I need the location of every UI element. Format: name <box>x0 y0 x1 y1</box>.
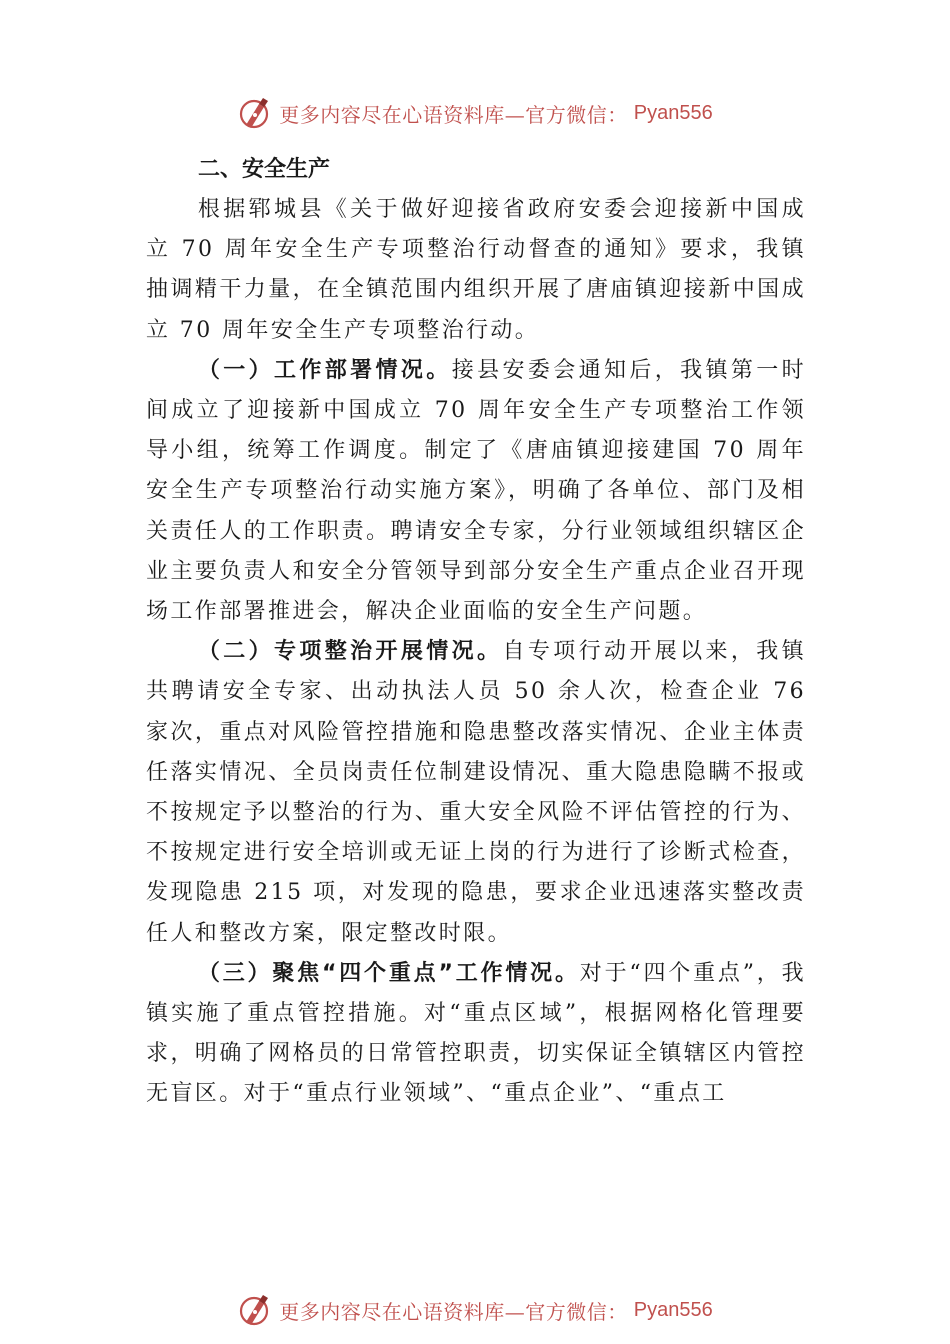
subsection-body: 接县安委会通知后，我镇第一时间成立了迎接新中国成立 70 周年安全生产专项整治工作领导小组，统筹工作调度。制定了《唐庙镇迎接建国 70 周年安全生产专项整治行动实施方案》，明确了各单位、部门及相关责任人的工作职责。聘请安全专家，分行业领域组织辖区企业主要负责人和安全分管领导到部分安全生产重点企业召开现场工作部署推进会，解决企业面临的安全生产问题。 <box>146 357 806 625</box>
intro-paragraph: 根据郓城县《关于做好迎接省政府安委会迎接新中国成立 70 周年安全生产专项整治行动督查的通知》要求，我镇抽调精干力量，在全镇范围内组织开展了唐庙镇迎接新中国成立 70 周年安全生产专项整治行动。 <box>146 197 806 343</box>
pen-logo-icon <box>237 95 273 131</box>
subsection-body: 自专项行动开展以来，我镇共聘请安全专家、出动执法人员 50 余人次，检查企业 76 家次，重点对风险管控措施和隐患整改落实情况、企业主体责任落实情况、全员岗责任位制建设情况、重大隐患隐瞒不报或不按规定予以整治的行为、重大安全风险不评估管控的行为、不按规定进行安全培训或无证上岗的行为进行了诊断式检查，发现隐患 215 项，对发现的隐患，要求企业迅速落实整改责任人和整改方案，限定整改时限。 <box>146 639 806 946</box>
watermark-footer <box>0 1290 950 1330</box>
subsection-lead: （一）工作部署情况。 <box>197 357 452 383</box>
subsection-lead: （三）聚焦“四个重点”工作情况。 <box>197 960 580 986</box>
subsection-paragraph <box>146 351 806 632</box>
subsection-paragraph <box>146 954 806 1115</box>
section-heading: 二、安全生产 <box>198 157 331 182</box>
subsection-lead: （二）专项整治开展情况。 <box>197 639 503 665</box>
subsection-body: 对于“四个重点”，我镇实施了重点管控措施。对“重点区域”，根据网格化管理要求，明确了网格员的日常管控职责，切实保证全镇辖区内管控无盲区。对于“重点行业领域”、“重点企业”、“重点工 <box>146 960 806 1107</box>
watermark-wechat-id: Pyan556 <box>633 101 713 124</box>
watermark-wechat-id: Pyan556 <box>633 1298 713 1321</box>
document-body <box>146 150 806 1115</box>
subsection-paragraph <box>146 632 806 954</box>
watermark-header <box>0 93 950 133</box>
watermark-text: 更多内容尽在心语资料库—官方微信： <box>279 102 628 127</box>
watermark-text: 更多内容尽在心语资料库—官方微信： <box>279 1299 628 1324</box>
pen-logo-icon <box>237 1292 273 1328</box>
